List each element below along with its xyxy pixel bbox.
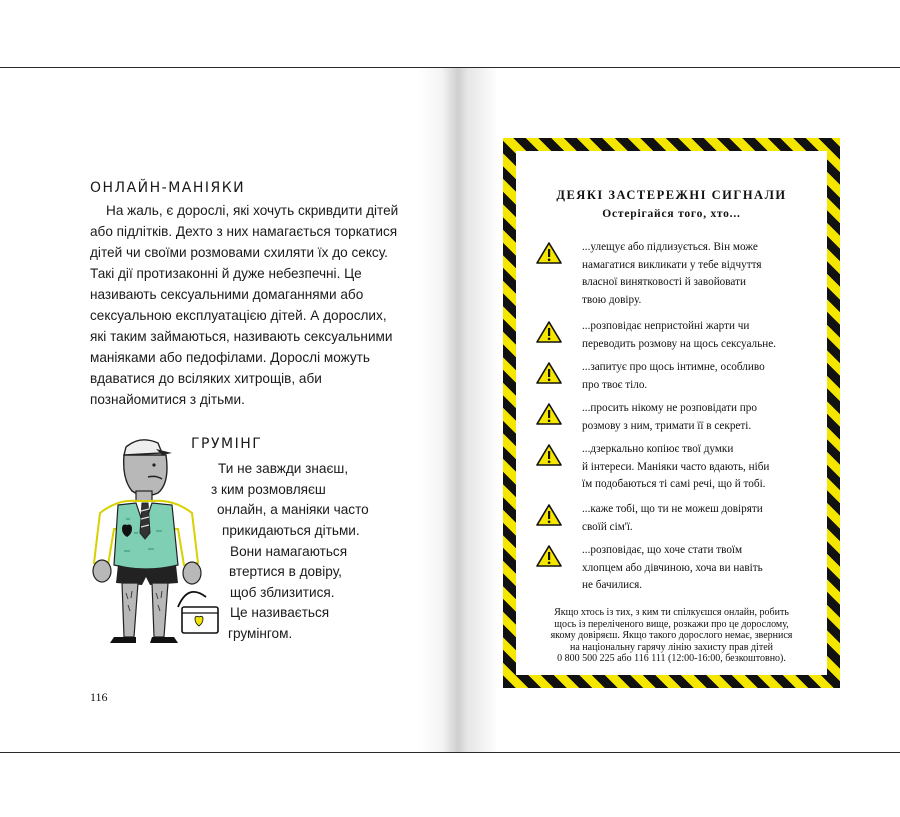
panel-subtitle: Остерігайся того, хто...	[602, 208, 741, 220]
panel-title: ДЕЯКІ ЗАСТЕРЕЖНІ СИГНАЛИ	[556, 188, 787, 202]
warning-signs-panel	[516, 151, 827, 675]
grooming-line: онлайн, а маніяки часто	[217, 502, 369, 517]
intro-line: дітей чи своїми розмовами схиляти їх до сексу.	[90, 245, 388, 260]
intro-line: Такі дії протизаконні й дуже небезпечні. Це	[90, 266, 362, 281]
hazard-stripe-border	[503, 138, 840, 688]
warning-triangle-icon	[535, 361, 563, 385]
warning-text: ...каже тобі, що ти не можеш довіряти	[582, 503, 763, 515]
grooming-line: щоб зблизитися.	[230, 585, 335, 600]
helpline-phone: 0 800 500 225 або 116 111 (12:00-16:00, безкоштовно).	[557, 653, 786, 664]
warning-text: про твоє тіло.	[582, 378, 648, 391]
section-heading: ОНЛАЙН-МАНІЯКИ	[90, 180, 246, 196]
helpline-note	[526, 607, 817, 665]
open-book	[0, 67, 900, 753]
intro-line: або підлітків. Дехто з них намагається торкатися	[90, 224, 398, 239]
warning-triangle-icon	[535, 320, 563, 344]
grooming-line: Ти не завжди знаєш,	[218, 461, 349, 476]
grooming-line: грумінгом.	[228, 626, 293, 641]
warning-text: ...розповідає, що хоче стати твоїм	[582, 544, 743, 556]
warning-text: переводить розмову на щось сексуальне.	[582, 337, 776, 350]
intro-line: маніяками або педофілами. Дорослі можуть	[90, 350, 370, 365]
intro-line: вдаватися до всіляких хитрощів, аби	[90, 371, 322, 386]
warning-triangle-icon	[535, 443, 563, 467]
grooming-line: Вони намагаються	[230, 544, 348, 559]
grooming-heading: ГРУМІНГ	[191, 436, 263, 452]
warning-text: ...розповідає непристойні жарти чи	[582, 320, 750, 332]
page-number: 116	[90, 690, 108, 704]
intro-paragraph	[90, 200, 400, 410]
grooming-line: прикидаються дітьми.	[222, 523, 360, 538]
warning-text: не бачилися.	[582, 579, 643, 591]
warning-text: ...просить нікому не розповідати про	[582, 402, 757, 414]
warning-text: намагатися викликати у тебе відчуття	[582, 258, 762, 271]
warning-text: ...запитує про щось інтимне, особливо	[582, 361, 765, 373]
man-with-briefcase-illustration	[78, 433, 228, 651]
warning-triangle-icon	[535, 503, 563, 527]
helpline-line: Якщо хтось із тих, з ким ти спілкуєшся онлайн, робить	[554, 607, 789, 618]
warning-triangle-icon	[535, 402, 563, 426]
warning-triangle-icon	[535, 241, 563, 265]
warning-text: твою довіру.	[582, 293, 642, 306]
intro-line: познайомитися з дітьми.	[90, 392, 245, 407]
left-page	[0, 68, 440, 752]
helpline-line: на національну гарячу лінію захисту прав дітей	[570, 641, 773, 653]
warning-text: ...дзеркально копіює твої думки	[582, 443, 734, 455]
warning-text: розмову з ним, тримати її в секреті.	[582, 419, 752, 432]
warning-text: й інтереси. Маніяки часто вдають, ніби	[582, 460, 770, 473]
intro-line: сексуальною експлуатацією дітей. А дорослих,	[90, 308, 387, 323]
warning-triangle-icon	[535, 544, 563, 568]
intro-line: які таким займаються, називають сексуальними	[90, 329, 393, 344]
grooming-line: втертися в довіру,	[229, 564, 342, 579]
intro-line: На жаль, є дорослі, які хочуть скривдити дітей	[106, 203, 399, 218]
grooming-line: з ким розмовляєш	[211, 482, 326, 497]
helpline-line: якому довіряєш. Якщо такого дорослого немає, звернися	[550, 630, 793, 641]
warning-text: власної винятковості й завойовати	[582, 276, 746, 288]
warning-text: своїй сім'ї.	[582, 520, 633, 533]
intro-line: називають сексуальними домаганнями або	[90, 287, 364, 302]
helpline-line: щось із переліченого вище, розкажи про це дорослому,	[554, 618, 789, 630]
right-page	[460, 68, 900, 752]
grooming-line: Це називається	[230, 605, 330, 620]
warning-text: ...улещує або підлизується. Він може	[582, 241, 758, 253]
warning-text: їм подобаються ті самі речі, що й тобі.	[582, 478, 766, 490]
warning-text: хлопцем або дівчиною, хоча ви навіть	[582, 561, 763, 574]
